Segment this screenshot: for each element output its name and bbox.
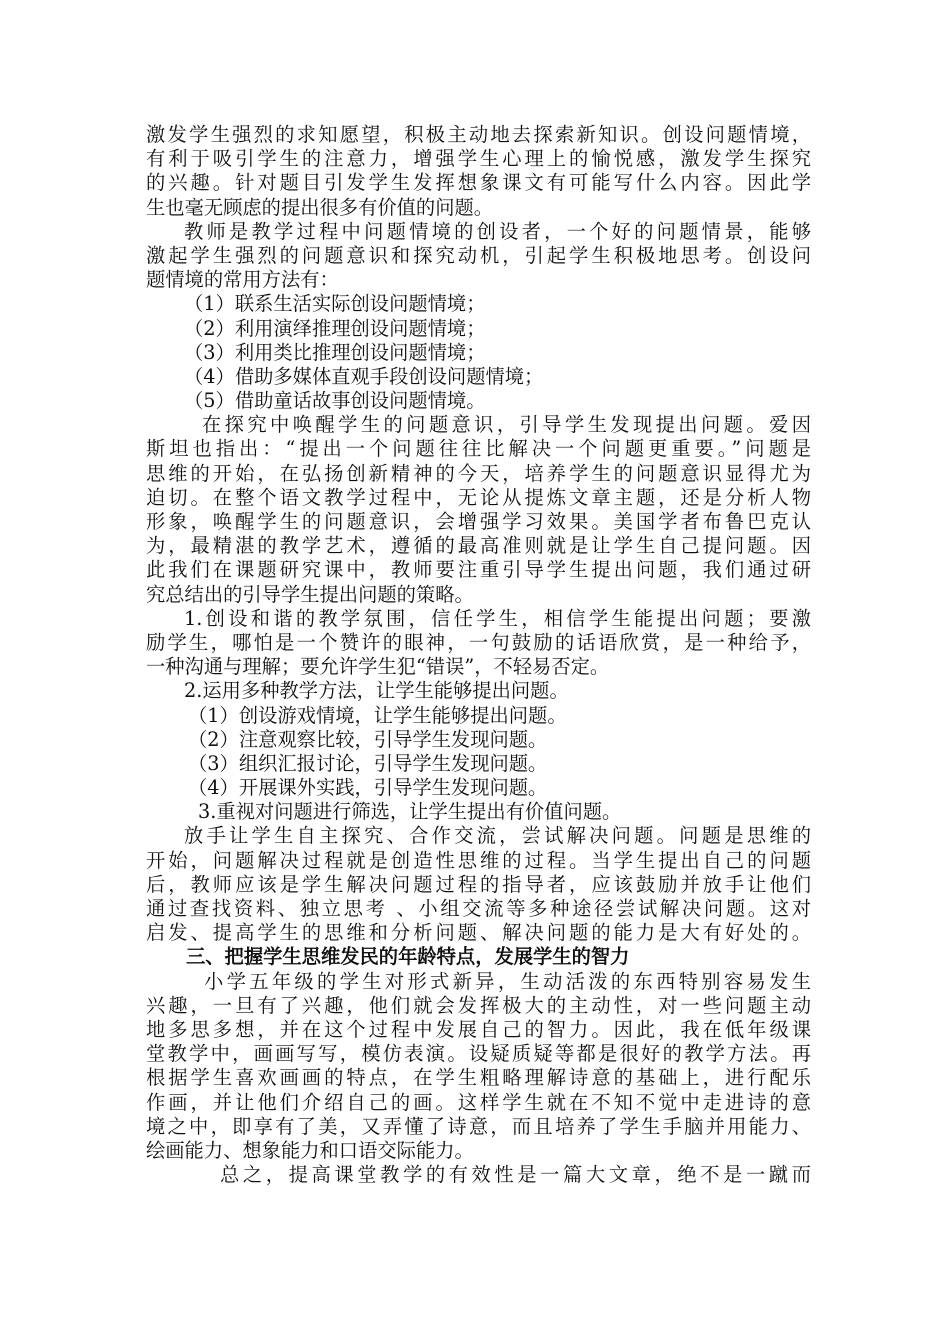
text-line: 堂教学中，画画写写，模仿表演。设疑质疑等都是很好的教学方法。再 — [146, 1042, 811, 1066]
text-line: 激发学生强烈的求知愿望，积极主动地去探索新知识。创设问题情境， — [146, 123, 811, 146]
text-line: 迫切。在整个语文教学过程中，无论从提炼文章主题，还是分析人物 — [146, 485, 811, 509]
text-line: 一种沟通与理解；要允许学生犯“错误”，不轻易否定。 — [146, 655, 610, 679]
text-line: 生也毫无顾虑的提出很多有价值的问题。 — [146, 195, 494, 219]
text-line: 小学五年级的学生对形式新异，生动活泼的东西特别容易发生 — [204, 969, 811, 993]
list-item: （2）注意观察比较，引导学生发现问题。 — [188, 727, 548, 751]
text-line: 3.重视对问题进行筛选，让学生提出有价值问题。 — [198, 800, 622, 824]
section-heading: 三、把握学生思维发民的年龄特点，发展学生的智力 — [186, 945, 630, 969]
text-line: 激起学生强烈的问题意识和探究动机，引起学生积极地思考。创设问 — [146, 243, 811, 267]
list-item: （1）创设游戏情境，让学生能够提出问题。 — [188, 703, 567, 727]
document-body — [146, 123, 811, 1187]
list-item: （2）利用演绎推理创设问题情境； — [184, 316, 486, 340]
text-line: 斯坦也指出：“提出一个问题往往比解决一个问题更重要。”问题是 — [146, 437, 811, 461]
text-line: 作画，并让他们介绍自己的画。这样学生就在不知不觉中走进诗的意 — [146, 1090, 811, 1114]
text-line: 地多思多想，并在这个过程中发展自己的智力。因此，我在低年级课 — [146, 1017, 811, 1041]
text-line: 在探究中唤醒学生的问题意识，引导学生发现提出问题。爱因 — [202, 413, 811, 437]
text-line: 启发、提高学生的思维和分析问题、解决问题的能力是大有好处的。 — [146, 921, 811, 945]
text-line: 的兴趣。针对题目引发学生发挥想象课文有可能写什么内容。因此学 — [146, 171, 811, 195]
text-line: 1.创设和谐的教学氛围，信任学生，相信学生能提出问题；要激 — [184, 606, 811, 630]
text-line: 此我们在课题研究课中，教师要注重引导学生提出问题，我们通过研 — [146, 558, 811, 582]
list-item: （3）组织汇报讨论，引导学生发现问题。 — [188, 751, 548, 775]
text-line: 境之中，即享有了美，又弄懂了诗意，而且培养了学生手脑并用能力、 — [146, 1114, 811, 1138]
text-line: 为，最精湛的教学艺术，遵循的最高准则就是让学生自己提问题。因 — [146, 534, 811, 558]
text-line: 开始，问题解决过程就是创造性思维的过程。当学生提出自己的问题 — [146, 848, 811, 872]
text-line: 2.运用多种教学方法，让学生能够提出问题。 — [184, 679, 569, 703]
text-line: 题情境的常用方法有： — [146, 268, 339, 292]
list-item: （4）借助多媒体直观手段创设问题情境； — [184, 364, 544, 388]
text-line: 思维的开始，在弘扬创新精神的今天，培养学生的问题意识显得尤为 — [146, 461, 811, 485]
text-line: 后，教师应该是学生解决问题过程的指导者，应该鼓励并放手让他们 — [146, 872, 811, 896]
text-line: 绘画能力、想象能力和口语交际能力。 — [146, 1138, 474, 1162]
text-line: 总之，提高课堂教学的有效性是一篇大文章，绝不是一蹴而 — [220, 1163, 811, 1187]
text-line: 通过查找资料、独立思考 、小组交流等多种途径尝试解决问题。这对 — [146, 897, 811, 920]
text-line: 根据学生喜欢画画的特点，在学生粗略理解诗意的基础上，进行配乐 — [146, 1066, 811, 1090]
text-line: 兴趣，一旦有了兴趣，他们就会发挥极大的主动性，对一些问题主动 — [146, 993, 811, 1017]
text-line: 放手让学生自主探究、合作交流，尝试解决问题。问题是思维的 — [184, 824, 811, 848]
text-line: 励学生，哪怕是一个赞许的眼神，一句鼓励的话语欣赏，是一种给予， — [146, 630, 811, 654]
text-line: 形象，唤醒学生的问题意识，会增强学习效果。美国学者布鲁巴克认 — [146, 510, 811, 533]
list-item: （4）开展课外实践，引导学生发现问题。 — [188, 776, 548, 800]
list-item: （3）利用类比推理创设问题情境； — [184, 340, 486, 364]
text-line: 有利于吸引学生的注意力，增强学生心理上的愉悦感，激发学生探究 — [146, 147, 811, 171]
text-line: 教师是教学过程中问题情境的创设者，一个好的问题情景，能够 — [184, 219, 811, 243]
text-line: 究总结出的引导学生提出问题的策略。 — [146, 582, 474, 606]
list-item: （5）借助童话故事创设问题情境。 — [184, 389, 486, 413]
list-item: （1）联系生活实际创设问题情境； — [184, 292, 486, 316]
